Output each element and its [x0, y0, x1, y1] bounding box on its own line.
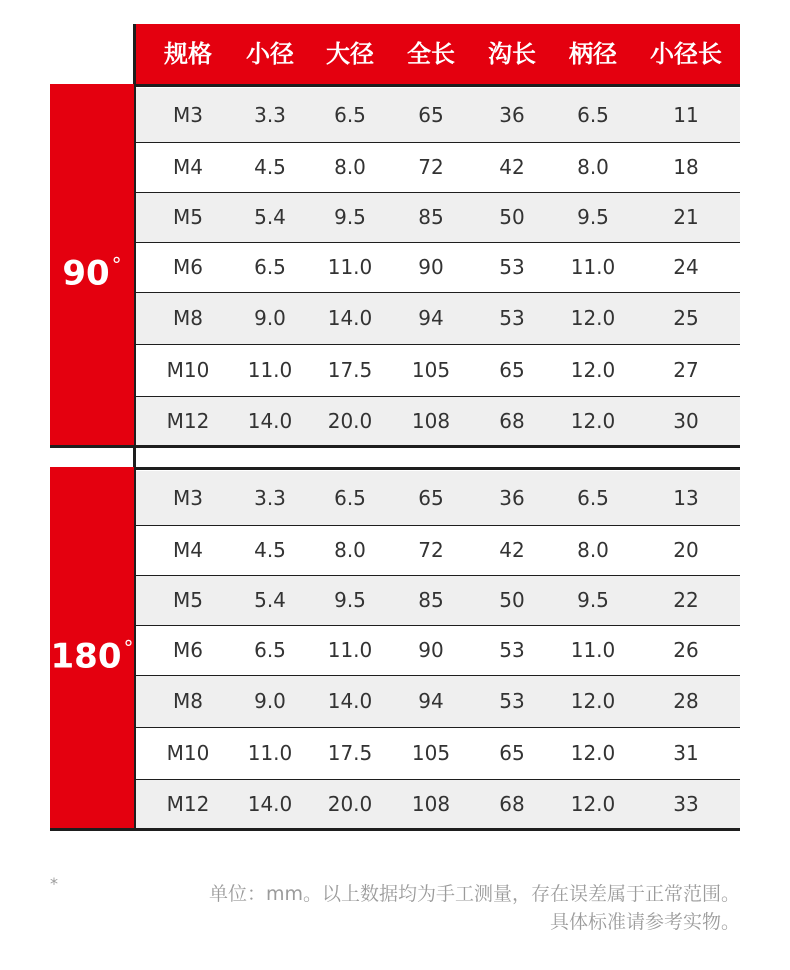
angle-label-block: [50, 84, 134, 447]
header-cell: 规格: [164, 40, 212, 68]
table-cell: 6.5: [577, 103, 609, 127]
table-cell: 21: [673, 205, 699, 229]
table-cell: 9.5: [334, 205, 366, 229]
section-top-rule: [50, 467, 740, 470]
table-cell: M10: [166, 741, 210, 765]
table-cell: 20.0: [327, 409, 373, 433]
footnote-line-1: 单位：mm。以上数据均为手工测量，存在误差属于正常范围。: [208, 883, 740, 905]
section-bottom-rule: [50, 445, 740, 448]
table-cell: M8: [173, 689, 203, 713]
table-cell: 6.5: [577, 486, 609, 510]
table-cell: 31: [673, 741, 699, 765]
table-cell: 11.0: [570, 255, 616, 279]
table-cell: 26: [673, 638, 699, 662]
header-cell: 沟长: [488, 40, 536, 68]
table-cell: 9.5: [577, 588, 609, 612]
table-cell: 6.5: [334, 103, 366, 127]
table-cell: 53: [499, 255, 525, 279]
table-cell: 11.0: [247, 358, 293, 382]
table-cell: 14.0: [247, 792, 293, 816]
table-cell: 9.0: [254, 306, 286, 330]
table-cell: M10: [166, 358, 210, 382]
table-cell: 53: [499, 638, 525, 662]
table-cell: 12.0: [570, 306, 616, 330]
table-cell: 27: [673, 358, 699, 382]
table-cell: 11.0: [570, 638, 616, 662]
table-cell: 9.5: [334, 588, 366, 612]
table-cell: 8.0: [577, 538, 609, 562]
table-cell: 36: [499, 486, 525, 510]
table-cell: 18: [673, 155, 699, 179]
angle-value: 90: [62, 253, 110, 294]
table-cell: 68: [499, 792, 525, 816]
table-cell: M6: [173, 255, 203, 279]
table-cell: 65: [499, 741, 525, 765]
table-cell: 13: [673, 486, 699, 510]
header-cell: 全长: [407, 40, 455, 68]
table-cell: 9.5: [577, 205, 609, 229]
table-cell: 17.5: [327, 358, 373, 382]
table-cell: 3.3: [254, 486, 286, 510]
table-cell: 4.5: [254, 538, 286, 562]
table-cell: 12.0: [570, 689, 616, 713]
degree-symbol: °: [123, 636, 134, 660]
table-cell: 90: [418, 638, 444, 662]
table-cell: 94: [418, 689, 444, 713]
table-cell: 17.5: [327, 741, 373, 765]
table-cell: 5.4: [254, 588, 286, 612]
table-cell: M12: [166, 409, 210, 433]
table-cell: 30: [673, 409, 699, 433]
table-cell: 20: [673, 538, 699, 562]
table-cell: 53: [499, 306, 525, 330]
table-cell: 20.0: [327, 792, 373, 816]
table-cell: M4: [173, 155, 203, 179]
degree-symbol: °: [111, 253, 122, 277]
table-cell: 85: [418, 588, 444, 612]
table-cell: 28: [673, 689, 699, 713]
table-cell: M3: [173, 103, 203, 127]
table-cell: 42: [499, 538, 525, 562]
table-cell: 108: [411, 409, 451, 433]
table-cell: M8: [173, 306, 203, 330]
section-bottom-rule: [50, 828, 740, 831]
table-cell: 22: [673, 588, 699, 612]
section-top-rule: [50, 84, 740, 87]
header-cell: 大径: [326, 40, 374, 68]
table-cell: 12.0: [570, 741, 616, 765]
table-cell: 53: [499, 689, 525, 713]
table-cell: M3: [173, 486, 203, 510]
table-cell: 72: [418, 538, 444, 562]
table-cell: M12: [166, 792, 210, 816]
table-cell: 14.0: [327, 306, 373, 330]
table-cell: 11.0: [327, 638, 373, 662]
table-cell: 8.0: [577, 155, 609, 179]
table-cell: M5: [173, 205, 203, 229]
table-cell: 24: [673, 255, 699, 279]
table-cell: 25: [673, 306, 699, 330]
table-cell: 105: [411, 358, 451, 382]
table-cell: 9.0: [254, 689, 286, 713]
table-cell: 4.5: [254, 155, 286, 179]
table-cell: 72: [418, 155, 444, 179]
footnote-line-2: 具体标准请参考实物。: [549, 911, 740, 933]
table-cell: 3.3: [254, 103, 286, 127]
table-cell: 12.0: [570, 409, 616, 433]
header-cell: 小径长: [650, 40, 722, 68]
angle-value: 180: [50, 636, 122, 677]
table-cell: 50: [499, 205, 525, 229]
footnote-marker: *: [50, 874, 58, 893]
table-cell: 11: [673, 103, 699, 127]
table-cell: M5: [173, 588, 203, 612]
table-cell: 5.4: [254, 205, 286, 229]
table-cell: 14.0: [247, 409, 293, 433]
table-cell: 50: [499, 588, 525, 612]
table-cell: 65: [418, 103, 444, 127]
table-cell: 36: [499, 103, 525, 127]
table-cell: 6.5: [254, 638, 286, 662]
header-cell: 柄径: [569, 40, 617, 68]
table-cell: M4: [173, 538, 203, 562]
table-cell: 6.5: [254, 255, 286, 279]
table-cell: 33: [673, 792, 699, 816]
angle-label-block: [50, 467, 134, 830]
table-cell: 68: [499, 409, 525, 433]
table-cell: 105: [411, 741, 451, 765]
table-cell: 94: [418, 306, 444, 330]
table-cell: 42: [499, 155, 525, 179]
table-cell: 8.0: [334, 155, 366, 179]
table-cell: 11.0: [247, 741, 293, 765]
table-cell: 108: [411, 792, 451, 816]
table-cell: 12.0: [570, 792, 616, 816]
header-cell: 小径: [246, 40, 294, 68]
table-cell: M6: [173, 638, 203, 662]
table-cell: 65: [418, 486, 444, 510]
table-cell: 6.5: [334, 486, 366, 510]
table-cell: 12.0: [570, 358, 616, 382]
table-cell: 8.0: [334, 538, 366, 562]
table-cell: 90: [418, 255, 444, 279]
table-cell: 65: [499, 358, 525, 382]
table-cell: 11.0: [327, 255, 373, 279]
table-cell: 85: [418, 205, 444, 229]
table-cell: 14.0: [327, 689, 373, 713]
